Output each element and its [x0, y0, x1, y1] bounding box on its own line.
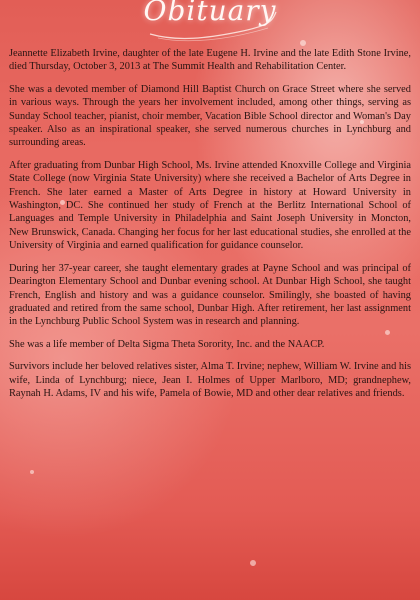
- paragraph: After graduating from Dunbar High School, Ms. Irvine attended Knoxville College and Virginia State College (now Virginia State University) where she received a Bachelor of Arts Degree in French. She later earned a Master of Arts Degree in history at Howard University in Washington, DC. She continued her study of French at the Berlitz International School of Languages and Temple University in Philadelphia and Saint Joseph University in Moncton, New Brunswick, Canada. Changing her focus for her last educational studies, she enrolled at the University of Virginia and earned qualification for guidance counselor.: [9, 159, 411, 252]
- sparkle-decoration: [300, 40, 306, 46]
- paragraph: She was a life member of Delta Sigma Theta Sorority, Inc. and the NAACP.: [9, 338, 325, 350]
- sparkle-decoration: [30, 470, 34, 474]
- paragraph: She was a devoted member of Diamond Hill Baptist Church on Grace Street where she served in various ways. Through the years her involvement included, among other things, serving as Sunday School teacher, pianist, choir member, Vacation Bible School director and Woman's Day speaker. Also as an inspirational speaker, she served numerous churches in Lynchburg and surrounding areas.: [9, 83, 411, 149]
- sparkle-decoration: [250, 560, 256, 566]
- obituary-body: [9, 47, 411, 409]
- page-title: Obituary: [143, 0, 277, 27]
- paragraph: During her 37-year career, she taught elementary grades at Payne School and was principal of Dearington Elementary School and Dunbar evening school. At Dunbar High School, she taught French, English and history and was a guidance counselor. Smilingly, she boasted of having graduated and retired from the same school, Dunbar High. After retirement, her last assignment in the Lynchburg Public School System was in research and planning.: [9, 262, 411, 328]
- paragraph: Jeannette Elizabeth Irvine, daughter of the late Eugene H. Irvine and the late Edith Stone Irvine, died Thursday, October 3, 2013 at The Summit Health and Rehabilitation Center.: [9, 48, 411, 73]
- paragraph: Survivors include her beloved relatives sister, Alma T. Irvine; nephew, William W. Irvine and his wife, Linda of Lynchburg; niece, Jean I. Holmes of Upper Marlboro, MD; grandnephew, Raynah H. Adams, IV and his wife, Pamela of Bowie, MD and other dear relatives and friends.: [9, 361, 411, 399]
